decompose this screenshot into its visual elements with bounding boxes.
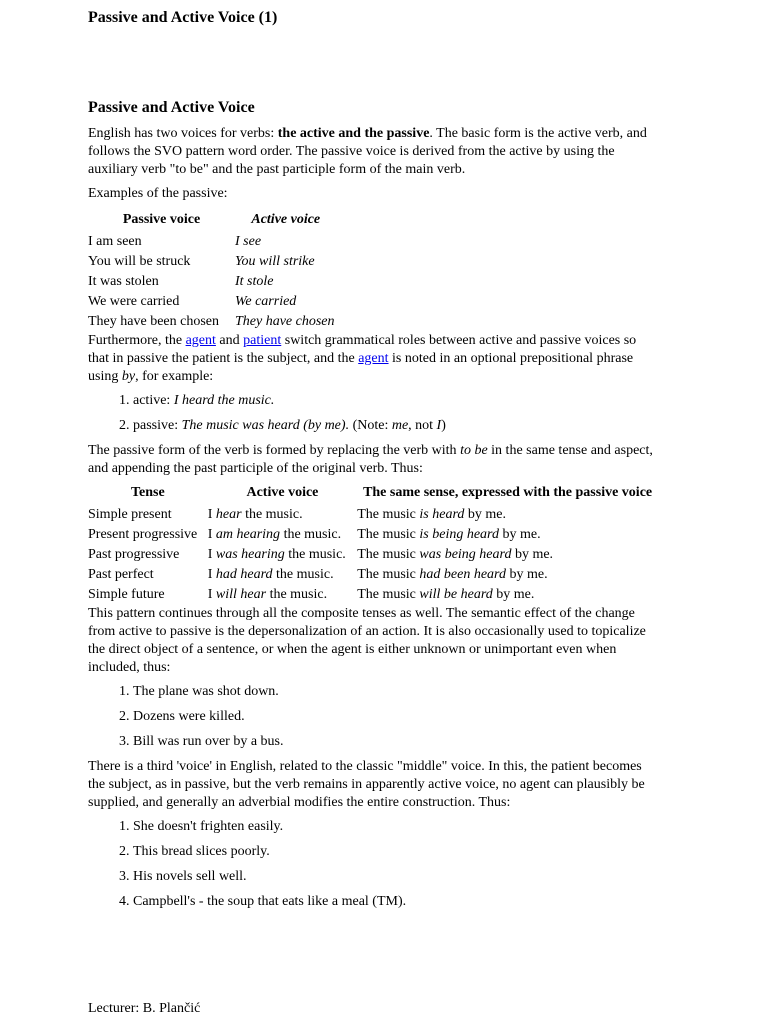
- agent-link[interactable]: agent: [185, 333, 216, 348]
- list-item: 1. The plane was shot down.: [133, 683, 658, 701]
- list-item: [133, 417, 658, 435]
- furthermore-text-2: and: [215, 333, 244, 348]
- furthermore-text-1: Furthermore, the: [88, 333, 186, 348]
- lecturer-footer: Lecturer: B. Plančić: [88, 1001, 201, 1016]
- passive-cell: The music will be heard by me.: [357, 587, 535, 602]
- active-cell: I was hearing the music.: [207, 547, 346, 562]
- note-text-2: , not: [408, 418, 437, 433]
- passive-cell: We were carried: [88, 294, 180, 309]
- section-title: Passive and Active Voice: [88, 99, 255, 116]
- depersonalization-list: [88, 683, 658, 751]
- tense-cell: Simple present: [88, 507, 172, 522]
- passive-cell: You will be struck: [88, 254, 191, 269]
- table-row: [88, 312, 337, 332]
- agent-link-2[interactable]: agent: [358, 351, 389, 366]
- patient-link[interactable]: patient: [243, 333, 282, 348]
- to-be-italic: to be: [460, 443, 488, 458]
- list-item: 1. She doesn't frighten easily.: [133, 818, 658, 836]
- furthermore-text-3: switch grammatical roles between active and passive voices so that in passive the patient is the subject, and the: [88, 333, 637, 366]
- intro-paragraph: [88, 125, 658, 179]
- table-row: [88, 252, 337, 272]
- pattern-paragraph: This pattern continues through all the composite tenses as well. The semantic effect of the change from active to passive is the depersonalization of an action. It is also occasionally used to topicalize the direct object of a sentence, or when the agent is either unknown or unimportant even when included, thus:: [88, 606, 646, 675]
- tense-cell: Past progressive: [88, 547, 180, 562]
- table-row: [88, 272, 337, 292]
- examples-label: Examples of the passive:: [88, 186, 228, 201]
- table-row: [88, 292, 337, 312]
- header-tense: Tense: [131, 485, 165, 500]
- active-cell: We carried: [235, 294, 297, 309]
- active-label: active:: [133, 393, 174, 408]
- list-item: 2. This bread slices poorly.: [133, 843, 658, 861]
- table-row: [88, 505, 658, 525]
- table-row: [88, 585, 658, 605]
- third-voice-paragraph: There is a third 'voice' in English, related to the classic "middle" voice. In this, the patient becomes the subject, as in passive, but the verb remains in apparently active voice, no agent can plausibly be supplied, and generally an adverbial modifies the entire construction. Thus:: [88, 759, 645, 810]
- tense-cell: Present progressive: [88, 527, 198, 542]
- passive-cell: The music had been heard by me.: [357, 567, 548, 582]
- active-cell: I had heard the music.: [207, 567, 334, 582]
- active-cell: I will hear the music.: [207, 587, 328, 602]
- note-i: I: [436, 418, 442, 433]
- header-passive-voice: Passive voice: [122, 212, 201, 227]
- active-cell: I hear the music.: [207, 507, 303, 522]
- passive-form-text-1: The passive form of the verb is formed by replacing the verb with: [88, 443, 461, 458]
- list-item: 2. Dozens were killed.: [133, 708, 658, 726]
- table-row: [88, 232, 337, 252]
- examples-header-row: [88, 211, 337, 232]
- furthermore-paragraph: [88, 332, 658, 386]
- header-active-voice: Active voice: [246, 485, 319, 500]
- active-cell: It stole: [235, 274, 274, 289]
- header-passive-sense: The same sense, expressed with the passive voice: [363, 485, 653, 500]
- passive-cell: They have been chosen: [88, 314, 219, 329]
- note-text-1: (Note:: [349, 418, 392, 433]
- active-cell: I see: [235, 234, 262, 249]
- intro-bold: the active and the passive: [277, 126, 430, 141]
- main-section: [88, 98, 658, 918]
- intro-text-2: . The basic form is the active verb, and follows the SVO pattern word order. The passive voice is derived from the active by using the auxiliary verb "to be" and the past participle form of the main verb.: [88, 126, 647, 177]
- document-title: Passive and Active Voice (1): [88, 9, 278, 26]
- passive-cell: The music was being heard by me.: [357, 547, 554, 562]
- active-cell: You will strike: [235, 254, 315, 269]
- furthermore-text-5: , for example:: [135, 369, 214, 384]
- by-italic: by: [121, 369, 136, 384]
- table-row: [88, 565, 658, 585]
- tense-cell: Past perfect: [88, 567, 154, 582]
- list-item: 3. His novels sell well.: [133, 868, 658, 886]
- list-item: [133, 392, 658, 410]
- passive-cell: The music is being heard by me.: [357, 527, 541, 542]
- list-item: 3. Bill was run over by a bus.: [133, 733, 658, 751]
- passive-form-paragraph: [88, 442, 658, 478]
- passive-form-text-2: in the same tense and aspect, and appending the past participle of the original verb. Thus:: [88, 443, 653, 476]
- note-me: me: [391, 418, 409, 433]
- passive-label: passive:: [133, 418, 182, 433]
- active-example: I heard the music.: [173, 393, 275, 408]
- active-cell: They have chosen: [235, 314, 335, 329]
- examples-table: [88, 211, 337, 332]
- middle-voice-list: [88, 818, 658, 911]
- passive-cell: I am seen: [88, 234, 142, 249]
- passive-cell: The music is heard by me.: [357, 507, 506, 522]
- passive-example: The music was heard (by me).: [181, 418, 350, 433]
- header-active-voice: Active voice: [251, 212, 321, 227]
- table-row: [88, 545, 658, 565]
- active-cell: I am hearing the music.: [207, 527, 342, 542]
- list-item: 4. Campbell's - the soup that eats like a meal (TM).: [133, 893, 658, 911]
- passive-cell: It was stolen: [88, 274, 159, 289]
- example-list: [88, 392, 658, 435]
- note-text-3: ): [441, 418, 446, 433]
- intro-text-1: English has two voices for verbs:: [88, 126, 278, 141]
- tense-header-row: [88, 484, 658, 505]
- furthermore-text-4: is noted in an optional prepositional phrase using: [88, 351, 634, 384]
- table-row: [88, 525, 658, 545]
- tense-table: [88, 484, 658, 605]
- tense-cell: Simple future: [88, 587, 165, 602]
